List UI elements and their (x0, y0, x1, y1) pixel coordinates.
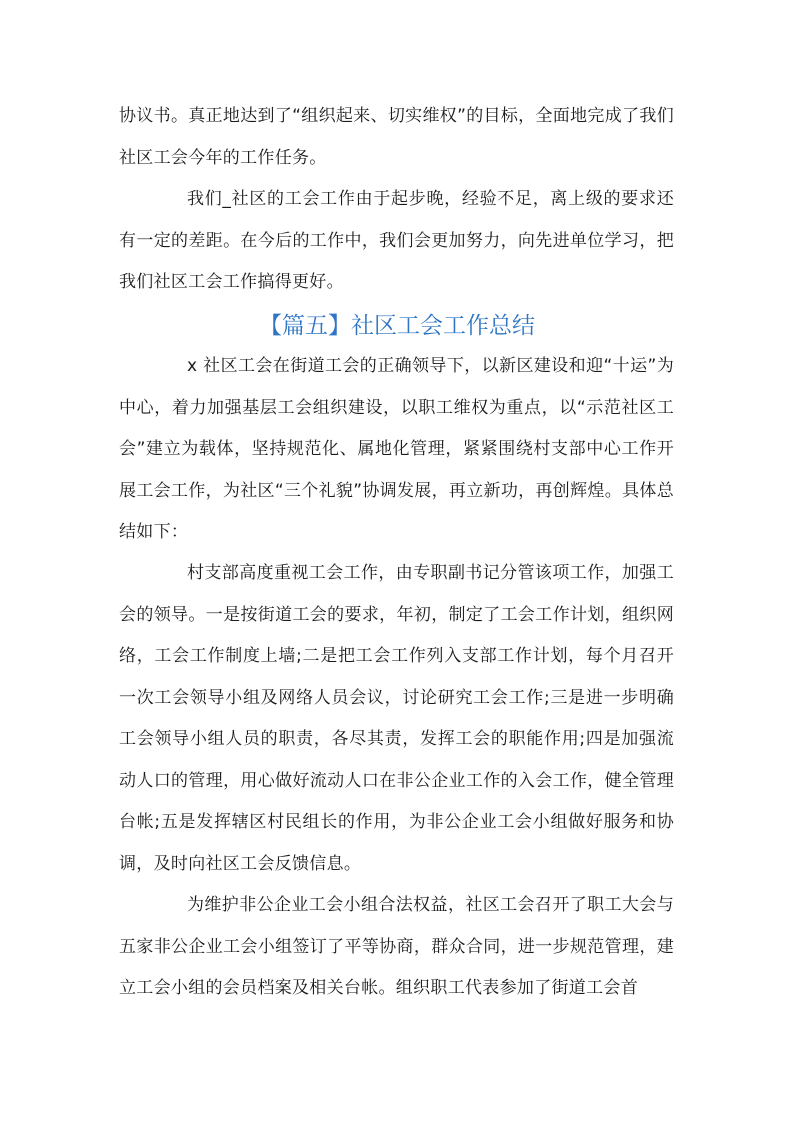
paragraph-rights-protection: 为维护非公企业工会小组合法权益，社区工会召开了职工大会与五家非公企业工会小组签订了平等协商，群众合同，进一步规范管理，建立工会小组的会员档案及相关台帐。组织职工代表参加了街道工会首 (119, 895, 674, 998)
paragraph-continuation: 协议书。真正地达到了“组织起来、切实维权”的目标，全面地完成了我们社区工会今年的工作任务。 (119, 106, 674, 168)
section-heading: 【篇五】社区工会工作总结 (259, 313, 535, 339)
paragraph-summary-shortcomings: 我们_社区的工会工作由于起步晚，经验不足，离上级的要求还有一定的差距。在今后的工作中，我们会更加努力，向先进单位学习，把我们社区工会工作搞得更好。 (119, 189, 674, 292)
paragraph-intro: x 社区工会在街道工会的正确领导下，以新区建设和迎“十运”为中心，着力加强基层工会组织建设，以职工维权为重点，以“示范社区工会”建立为载体，坚持规范化、属地化管理，紧紧围绕村支部中心工作开展工会工作，为社区“三个礼貌”协调发展，再立新功，再创辉煌。具体总结如下： (119, 356, 674, 542)
paragraph-leadership: 村支部高度重视工会工作，由专职副书记分管该项工作，加强工会的领导。一是按街道工会的要求，年初，制定了工会工作计划，组织网络，工会工作制度上墙;二是把工会工作列入支部工作计划，每个月召开一次工会领导小组及网络人员会议，讨论研究工会工作;三是进一步明确工会领导小组人员的职责，各尽其责，发挥工会的职能作用;四是加强流动人口的管理，用心做好流动人口在非公企业工作的入会工作，健全管理台帐;五是发挥辖区村民组长的作用，为非公企业工会小组做好服务和协调，及时向社区工会反馈信息。 (119, 563, 674, 874)
